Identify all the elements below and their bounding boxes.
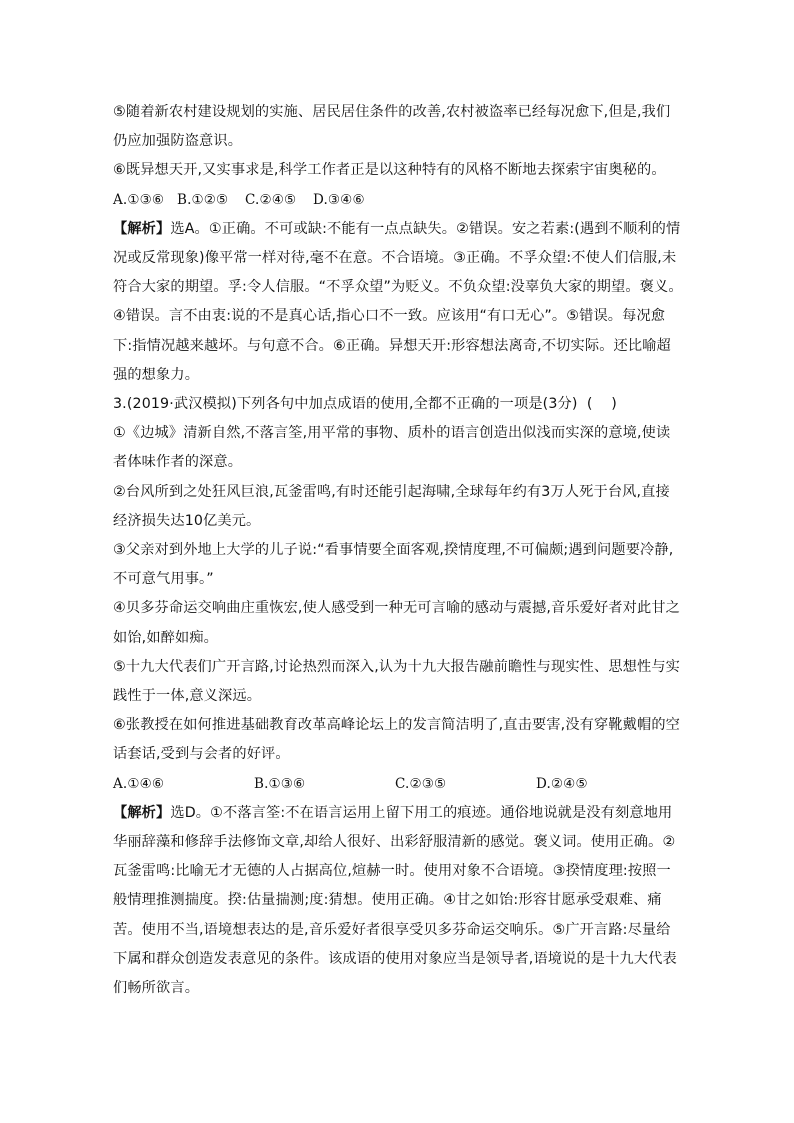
q3-option-c: C.②③⑤ <box>395 775 447 792</box>
q2-option-d: D.③④⑥ <box>313 191 365 208</box>
q2-item-6: ⑥既异想天开,又实事求是,科学工作者正是以这种特有的风格不断地去探索宇宙奥秘的。 <box>113 162 666 179</box>
q2-analysis <box>113 215 683 390</box>
q3-option-d: D.②④⑤ <box>536 775 588 792</box>
q3-option-b: B.①③⑥ <box>254 775 306 792</box>
q2-analysis-tag: 【解析】 <box>113 220 171 237</box>
document-body <box>113 98 683 1003</box>
q2-option-a: A.①③⑥ <box>113 191 165 208</box>
q3-item-3: ③父亲对到外地上大学的儿子说:“看事情要全面客观,揆情度理,不可偏颇;遇到问题要冷静,不可意气用事。” <box>113 542 674 588</box>
q2-analysis-text: 选A。①正确。不可或缺:不能有一点点缺失。②错误。安之若素:(遇到不顺利的情况或反常现象)像平常一样对待,毫不在意。不合语境。③正确。不孚众望:不使人们信服,未符合大家的期望。孚:令人信服。“不孚众望”为贬义。不负众望:没辜负大家的期望。褒义。④错误。言不由衷:说的不是真心话,指心口不一致。应该用“有口无心”。⑤错误。每况愈下:指情况越来越坏。与句意不合。⑥正确。异想天开:形容想法离奇,不切实际。还比喻超强的想象力。 <box>113 220 683 383</box>
q3-analysis-text: 选D。①不落言筌:不在语言运用上留下用工的痕迹。通俗地说就是没有刻意地用华丽辞藻和修辞手法修饰文章,却给人很好、出彩舒服清新的感觉。褒义词。使用正确。②瓦釜雷鸣:比喻无才无德的人占据高位,煊赫一时。使用对象不合语境。③揆情度理:按照一般情理推测揣度。揆:估量揣测;度:猜想。使用正确。④甘之如饴:形容甘愿承受艰难、痛苦。使用不当,语境想表达的是,音乐爱好者很享受贝多芬命运交响乐。⑤广开言路:尽量给下属和群众创造发表意见的条件。该成语的使用对象应当是领导者,语境说的是十九大代表们畅所欲言。 <box>113 804 677 997</box>
q3-item-6: ⑥张教授在如何推进基础教育改革高峰论坛上的发言简洁明了,直击要害,没有穿靴戴帽的空话套话,受到与会者的好评。 <box>113 717 681 763</box>
q3-item-4: ④贝多芬命运交响曲庄重恢宏,使人感受到一种无可言喻的感动与震撼,音乐爱好者对此甘之如饴,如醉如痴。 <box>113 600 681 646</box>
q3-options <box>113 770 683 799</box>
q2-item-5: ⑤随着新农村建设规划的实施、居民居住条件的改善,农村被盗率已经每况愈下,但是,我们仍应加强防盗意识。 <box>113 104 671 150</box>
q2-options <box>113 186 683 215</box>
q3-analysis-tag: 【解析】 <box>113 804 171 821</box>
q3-option-a: A.①④⑥ <box>113 775 165 792</box>
q2-option-c: C.②④⑤ <box>245 191 297 208</box>
q3-item-5: ⑤十九大代表们广开言路,讨论热烈而深入,认为十九大报告融前瞻性与现实性、思想性与实践性于一体,意义深远。 <box>113 658 681 705</box>
q3-stem: 3.(2019·武汉模拟)下列各句中加点成语的使用,全都不正确的一项是(3分) ( ) <box>113 396 617 413</box>
q3-item-2: ②台风所到之处狂风巨浪,瓦釜雷鸣,有时还能引起海啸,全球每年约有3万人死于台风,直接经济损失达10亿美元。 <box>113 483 670 529</box>
q3-analysis <box>113 799 683 1003</box>
q3-item-1: ①《边城》清新自然,不落言筌,用平常的事物、质朴的语言创造出似浅而实深的意境,使读者体味作者的深意。 <box>113 425 671 471</box>
q2-option-b: B.①②⑤ <box>177 191 229 208</box>
